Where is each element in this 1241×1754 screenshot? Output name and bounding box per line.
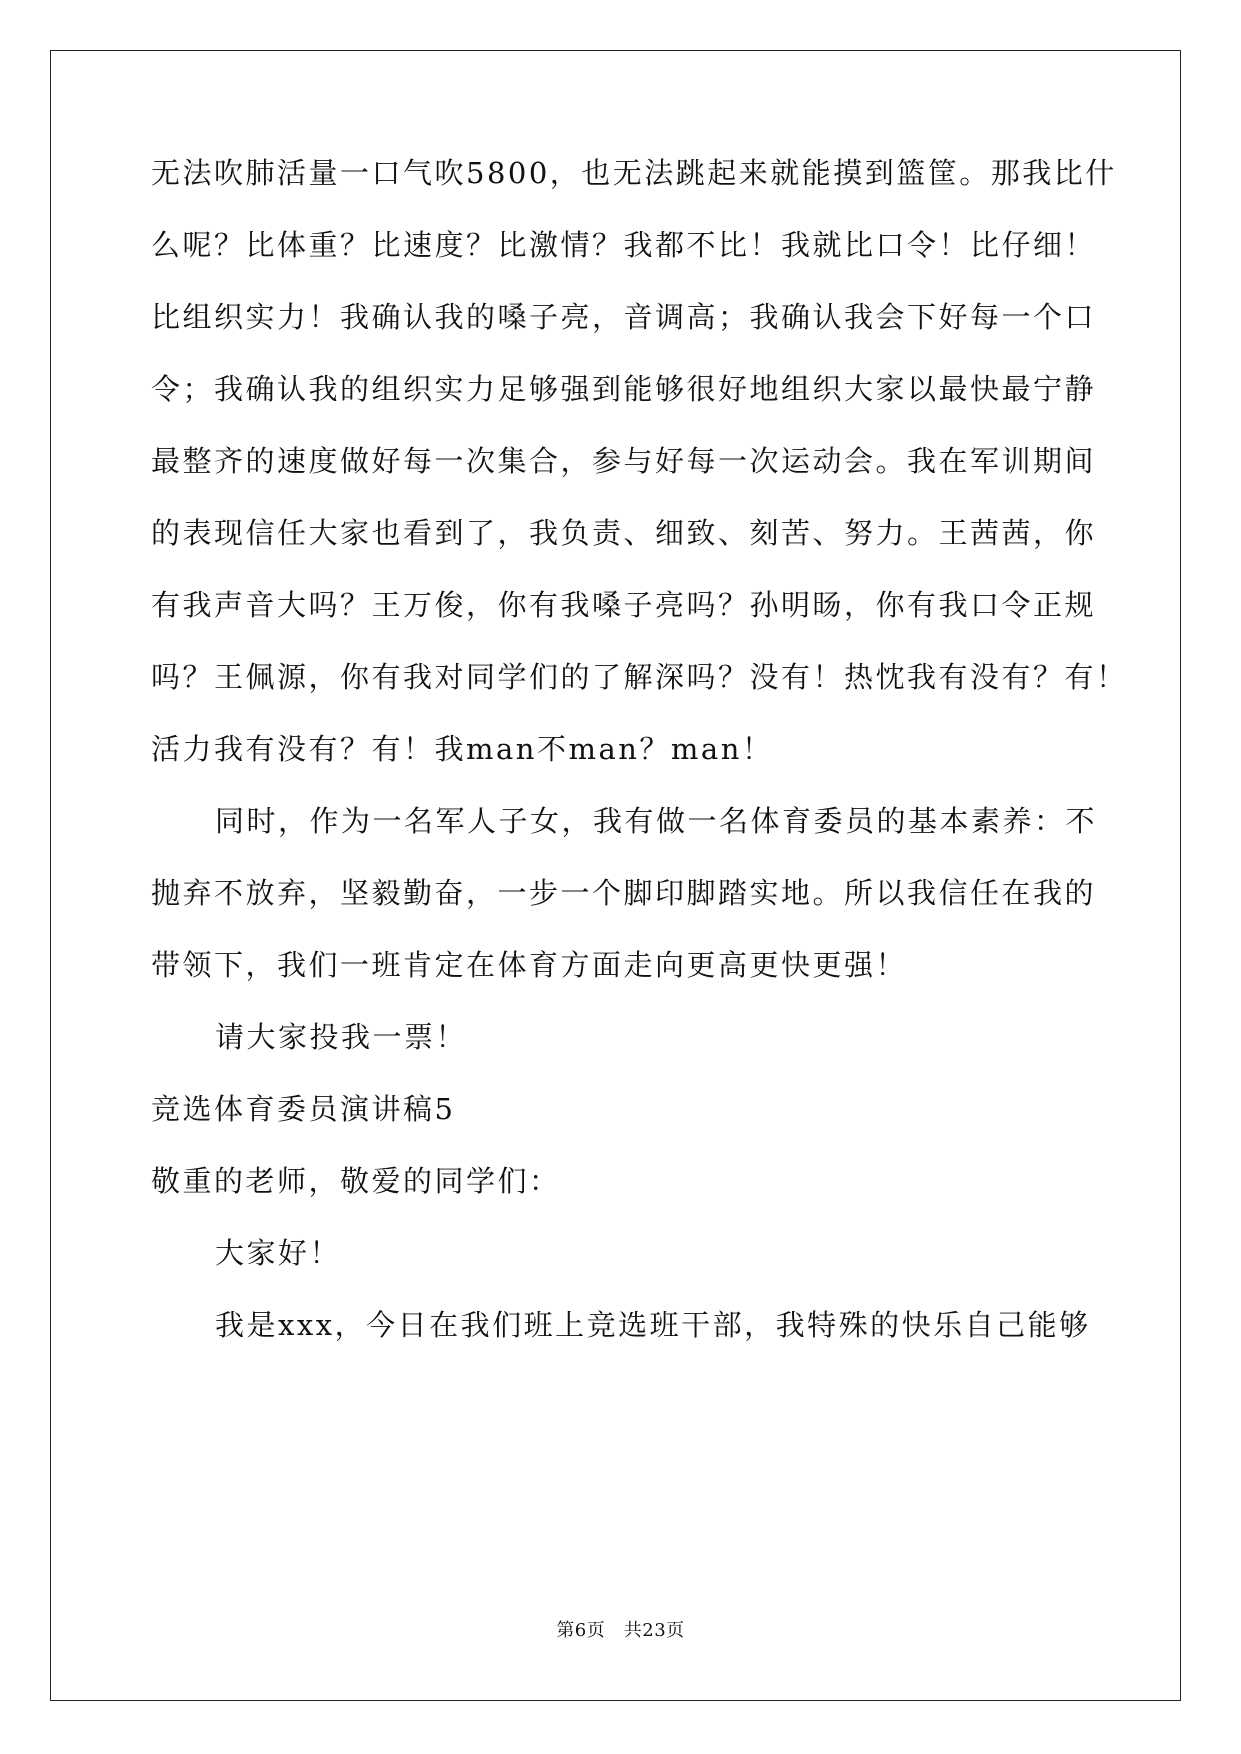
greeting-line: 大家好！ [215, 1236, 342, 1270]
vote-request-line: 请大家投我一票！ [215, 1020, 468, 1054]
body-line-8: 吗？王佩源，你有我对同学们的了解深吗？没有！热忱我有没有？有！ [151, 660, 1128, 694]
body-line-1: 无法吹肺活量一口气吹5800，也无法跳起来就能摸到篮筐。那我比什 [151, 156, 1117, 190]
body-line-12: 带领下，我们一班肯定在体育方面走向更高更快更强！ [151, 948, 908, 982]
body-line-9: 活力我有没有？有！我man不man？man！ [151, 732, 774, 766]
page-number-footer: 第6页 共23页 [556, 1620, 685, 1641]
intro-line: 我是xxx，今日在我们班上竞选班干部，我特殊的快乐自己能够 [215, 1308, 1091, 1342]
body-line-3: 比组织实力！我确认我的嗓子亮，音调高；我确认我会下好每一个口 [151, 300, 1097, 334]
body-line-6: 的表现信任大家也看到了，我负责、细致、刻苦、努力。王茜茜，你 [151, 516, 1097, 550]
section-title: 竞选体育委员演讲稿5 [151, 1092, 456, 1126]
body-line-2: 么呢？比体重？比速度？比激情？我都不比！我就比口令！比仔细！ [151, 228, 1097, 262]
body-line-7: 有我声音大吗？王万俊，你有我嗓子亮吗？孙明旸，你有我口令正规 [151, 588, 1097, 622]
body-line-4: 令；我确认我的组织实力足够强到能够很好地组织大家以最快最宁静 [151, 372, 1097, 406]
body-line-5: 最整齐的速度做好每一次集合，参与好每一次运动会。我在军训期间 [151, 444, 1097, 478]
salutation-line: 敬重的老师，敬爱的同学们： [151, 1164, 561, 1198]
body-line-11: 抛弃不放弃，坚毅勤奋，一步一个脚印脚踏实地。所以我信任在我的 [151, 876, 1097, 910]
paragraph-line-10: 同时，作为一名军人子女，我有做一名体育委员的基本素养：不 [215, 804, 1098, 838]
